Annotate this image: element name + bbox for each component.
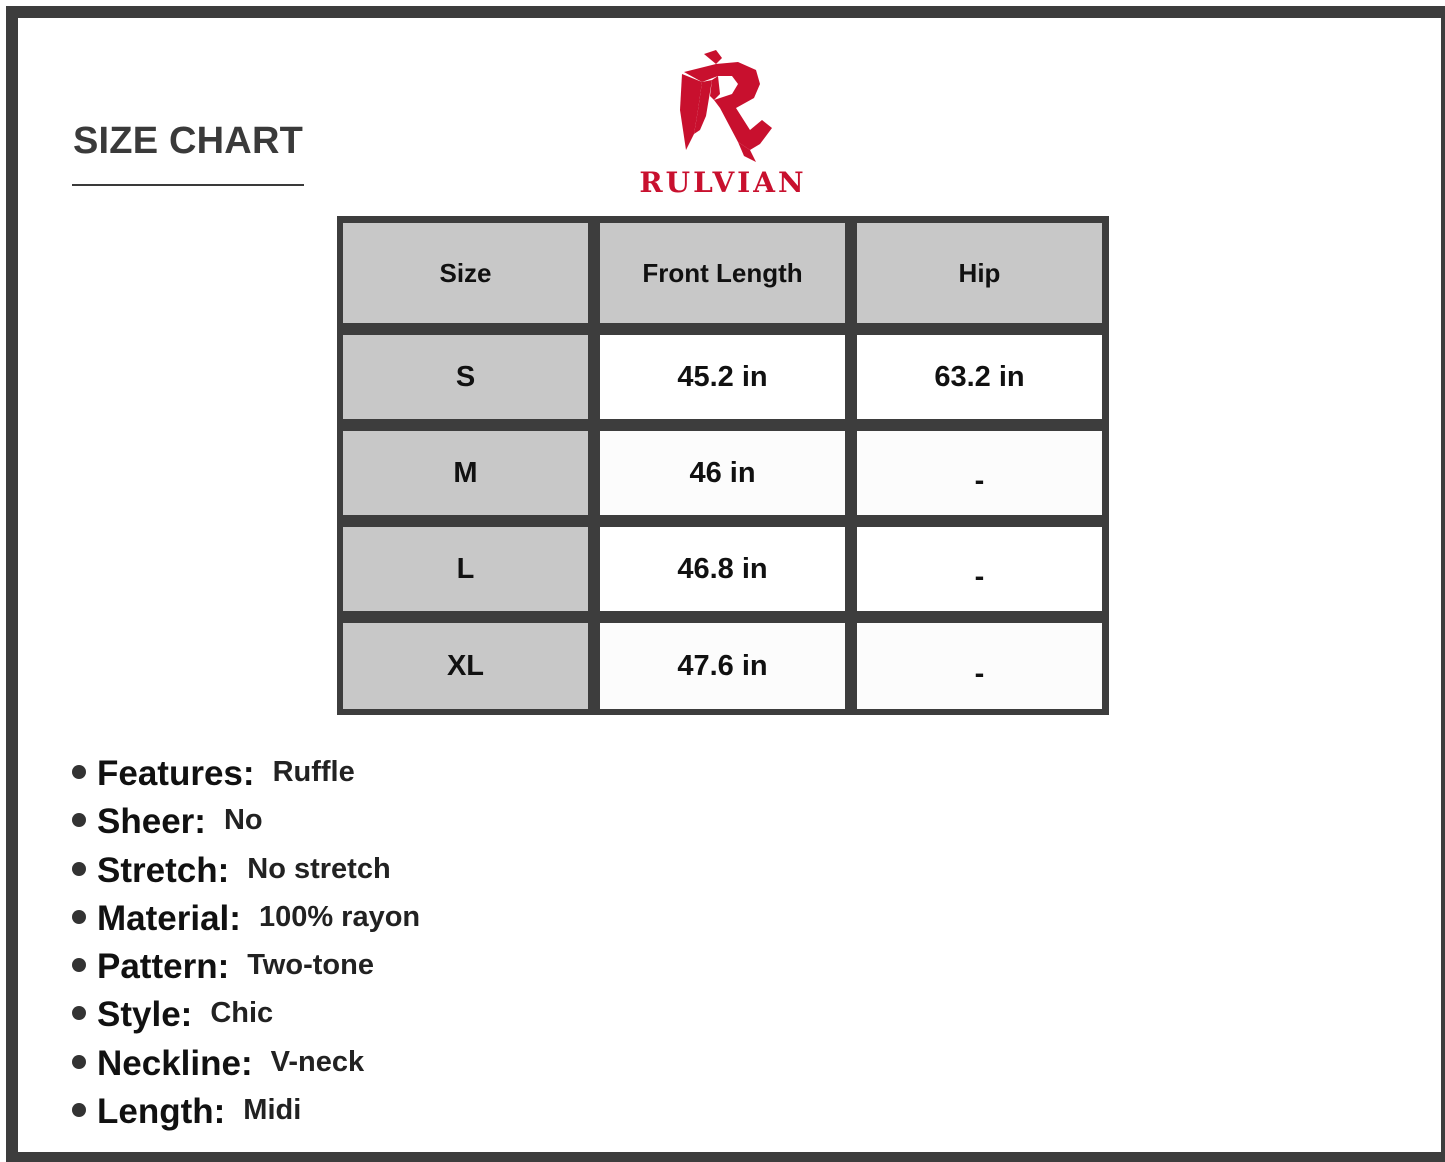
table-cell-front-length: 46 in — [600, 431, 845, 515]
table-cell-size: S — [343, 335, 588, 419]
feature-value: No stretch — [247, 852, 391, 885]
bullet-icon — [72, 1006, 86, 1020]
feature-label: Pattern: — [97, 947, 230, 987]
bullet-icon — [72, 958, 86, 972]
table-cell-size: M — [343, 431, 588, 515]
feature-value: 100% rayon — [258, 900, 421, 933]
feature-item — [70, 800, 420, 848]
feature-value: Chic — [210, 997, 274, 1030]
empty-value-dash: - — [974, 657, 985, 690]
empty-value-dash: - — [974, 560, 985, 593]
bullet-icon — [72, 862, 86, 876]
table-cell-hip — [857, 527, 1102, 611]
feature-label: Features: — [97, 754, 255, 793]
table-cell-size: L — [343, 527, 588, 611]
brand-r-logo-icon — [676, 50, 776, 162]
feature-label: Material: — [97, 898, 241, 938]
table-header-front-length: Front Length — [600, 223, 845, 323]
table-header-size: Size — [343, 223, 588, 323]
empty-value-dash: - — [974, 464, 985, 497]
feature-list — [70, 752, 420, 1138]
feature-value: Two-tone — [247, 949, 374, 982]
brand-name: RULVIAN — [639, 166, 807, 199]
bullet-icon — [72, 910, 86, 924]
feature-item — [70, 849, 420, 897]
brand-logo — [626, 50, 820, 200]
size-table — [337, 216, 1109, 715]
feature-item — [70, 993, 420, 1041]
table-cell-hip — [857, 623, 1102, 709]
table-cell-front-length: 45.2 in — [600, 335, 845, 419]
feature-label: Length: — [97, 1092, 226, 1132]
feature-item — [70, 752, 420, 800]
feature-item — [70, 945, 420, 993]
feature-item — [70, 1042, 420, 1090]
bullet-icon — [72, 765, 86, 779]
bullet-icon — [72, 1055, 86, 1069]
feature-label: Sheer: — [97, 802, 206, 842]
feature-value: V-neck — [270, 1045, 365, 1078]
title-underline — [72, 184, 304, 186]
table-cell-front-length: 46.8 in — [600, 527, 845, 611]
page-title: SIZE CHART — [73, 120, 303, 162]
table-cell-hip: 63.2 in — [857, 335, 1102, 419]
feature-item — [70, 1090, 420, 1138]
feature-value: Midi — [243, 1094, 302, 1127]
feature-label: Style: — [97, 995, 193, 1035]
feature-label: Neckline: — [97, 1043, 253, 1083]
feature-value: Ruffle — [272, 756, 355, 788]
table-header-hip: Hip — [857, 223, 1102, 323]
table-cell-size: XL — [343, 623, 588, 709]
feature-label: Stretch: — [97, 850, 230, 890]
bullet-icon — [72, 1103, 86, 1117]
table-cell-hip — [857, 431, 1102, 515]
table-cell-front-length: 47.6 in — [600, 623, 845, 709]
bullet-icon — [72, 813, 86, 827]
feature-value: No — [223, 804, 263, 837]
feature-item — [70, 897, 420, 945]
